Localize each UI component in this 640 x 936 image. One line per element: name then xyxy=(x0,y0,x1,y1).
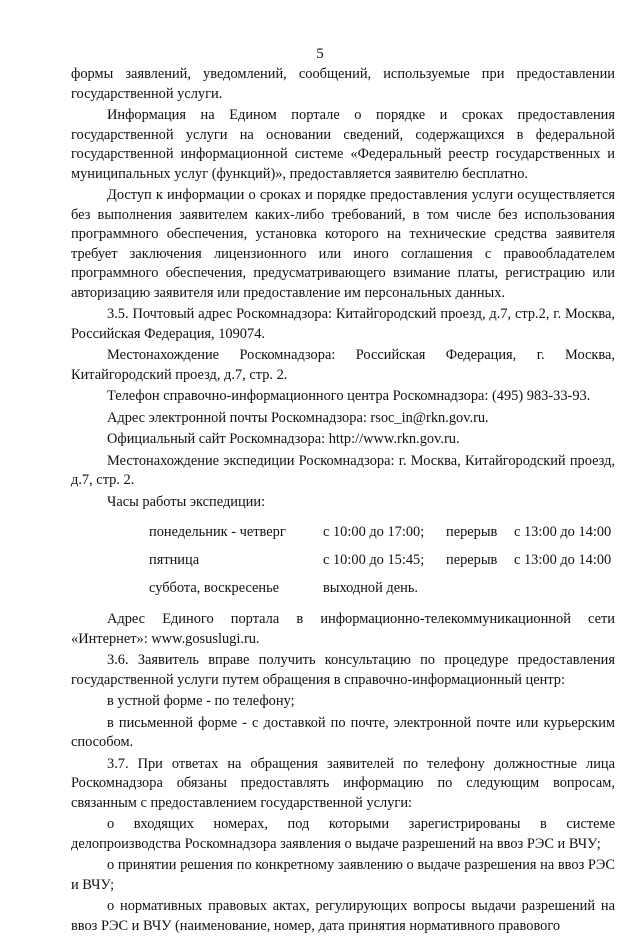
schedule-break-time: с 13:00 до 14:00 xyxy=(514,523,612,540)
schedule-time: с 10:00 до 15:45; xyxy=(323,551,425,568)
paragraph: в письменной форме - с доставкой по почте, электронной почте или курьерским способом. xyxy=(71,714,615,750)
page-number: 5 xyxy=(316,46,324,62)
paragraph: 3.6. Заявитель вправе получить консультацию по процедуре предоставления государственной услуги путем обращения в справочно-информационный центр: xyxy=(71,652,615,688)
schedule-time: с 10:00 до 17:00; xyxy=(323,523,425,540)
paragraph: Доступ к информации о сроках и порядке предоставления услуги осуществляется без выполнения заявителем каких-либо требований, в том числе без использования программного обеспечения, установка которого на технические средства заявителя требует заключения лицензионного или иного соглашения с правообладателем программного обеспечения, предусматривающего взимание платы, регистрацию или авторизацию заявителя или предоставление им персональных данных. xyxy=(71,187,615,301)
document-body xyxy=(71,65,615,936)
schedule-break-label: перерыв xyxy=(446,523,498,540)
schedule-table xyxy=(149,518,611,602)
schedule-break-label xyxy=(446,574,514,602)
paragraph: Официальный сайт Роскомнадзора: http://www.rkn.gov.ru. xyxy=(107,431,460,447)
schedule-break-time: с 13:00 до 14:00 xyxy=(514,551,612,568)
paragraph: формы заявлений, уведомлений, сообщений, используемые при предоставлении государственной услуги. xyxy=(71,66,615,102)
schedule-time: выходной день. xyxy=(323,579,418,596)
paragraph: Местонахождение Роскомнадзора: Российская Федерация, г. Москва, Китайгородский проезд, д.7, стр. 2. xyxy=(71,347,615,383)
paragraph: 3.5. Почтовый адрес Роскомнадзора: Китайгородский проезд, д.7, стр.2, г. Москва, Российская Федерация, 109074. xyxy=(71,306,615,342)
paragraph: Телефон справочно-информационного центра Роскомнадзора: (495) 983-33-93. xyxy=(107,388,591,404)
paragraph: Часы работы экспедиции: xyxy=(107,493,266,510)
schedule-days: суббота, воскресенье xyxy=(149,579,280,596)
schedule-row xyxy=(149,546,611,574)
schedule-row xyxy=(149,574,611,602)
paragraph: о принятии решения по конкретному заявлению о выдаче разрешения на ввоз РЭС и ВЧУ; xyxy=(71,857,615,893)
paragraph: в устной форме - по телефону; xyxy=(107,693,295,709)
paragraph: Адрес Единого портала в информационно-телекоммуникационной сети «Интернет»: www.gosuslugi.ru. xyxy=(71,611,615,647)
paragraphs-bottom xyxy=(71,610,615,936)
schedule-days: понедельник - четверг xyxy=(149,523,286,540)
schedule-row xyxy=(149,518,611,546)
paragraph: о входящих номерах, под которыми зарегистрированы в системе делопроизводства Роскомнадзора заявления о выдаче разрешений на ввоз РЭС и ВЧУ; xyxy=(71,816,615,852)
paragraphs-top xyxy=(71,65,615,512)
paragraph: Адрес электронной почты Роскомнадзора: rsoc_in@rkn.gov.ru. xyxy=(107,409,489,426)
schedule-days: пятница xyxy=(149,551,200,568)
paragraph: о нормативных правовых актах, регулирующих вопросы выдачи разрешений на ввоз РЭС и ВЧУ (наименование, номер, дата принятия нормативного правового xyxy=(71,898,615,934)
paragraph: Местонахождение экспедиции Роскомнадзора: г. Москва, Китайгородский проезд, д.7, стр. 2. xyxy=(71,452,615,488)
schedule-break-label: перерыв xyxy=(446,551,498,568)
paragraph: 3.7. При ответах на обращения заявителей по телефону должностные лица Роскомнадзора обязаны предоставлять информацию по следующим вопросам, связанным с предоставлением государственной услуги: xyxy=(71,755,615,811)
schedule-break-time xyxy=(514,574,611,602)
paragraph: Информация на Едином портале о порядке и сроках предоставления государственной услуги на основании сведений, содержащихся в федеральной государственной информационной системе «Федеральный реестр государственных и муниципальных услуг (функций)», предоставляется заявителю бесплатно. xyxy=(71,107,615,182)
